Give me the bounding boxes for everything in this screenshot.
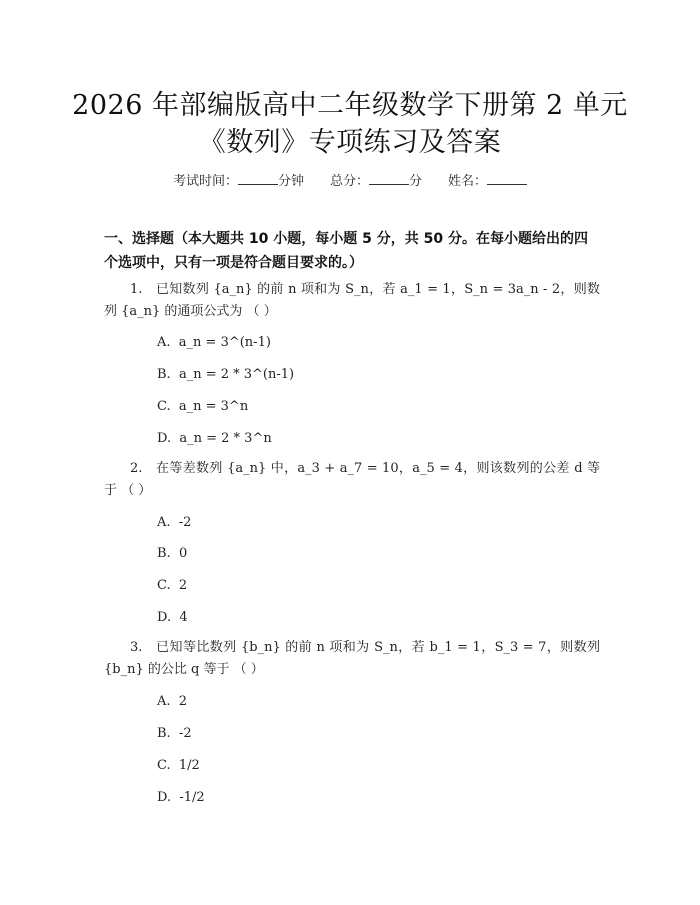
question-3-option-c[interactable]: C. 1/2 [157,758,200,773]
question-2-option-a[interactable]: A. -2 [157,515,192,530]
name-blank[interactable] [487,173,527,185]
question-3-option-a[interactable]: A. 2 [157,694,188,709]
question-2-option-d[interactable]: D. 4 [157,610,188,625]
page-title-line-2: 《数列》专项练习及答案 [198,127,502,158]
exam-info-row [0,170,700,189]
score-label: 总分： [329,174,369,189]
question-1-text: 1. 已知数列 {a_n} 的前 n 项和为 S_n，若 a_1 = 1，S_n = 3a_n - 2，则数列 {a_n} 的通项公式为 （ ） [104,282,600,319]
question-1-option-a[interactable]: A. a_n = 3^(n-1) [157,335,271,350]
question-1-option-c[interactable]: C. a_n = 3^n [157,399,249,414]
time-blank[interactable] [238,173,278,185]
question-1-option-d[interactable]: D. a_n = 2 * 3^n [157,431,272,446]
question-2-option-b[interactable]: B. 0 [157,546,188,561]
time-label: 考试时间： [172,174,238,189]
question-2-text: 2. 在等差数列 {a_n} 中，a_3 + a_7 = 10，a_5 = 4，则该数列的公差 d 等于 （ ） [104,461,600,498]
question-3-option-d[interactable]: D. -1/2 [157,790,205,805]
question-3-option-b[interactable]: B. -2 [157,726,192,741]
page-title-line-1: 2026 年部编版高中二年级数学下册第 2 单元 [72,90,628,121]
score-unit: 分 [409,174,423,189]
score-blank[interactable] [369,173,409,185]
time-unit: 分钟 [277,174,304,189]
question-3-text: 3. 已知等比数列 {b_n} 的前 n 项和为 S_n，若 b_1 = 1，S_3 = 7，则数列 {b_n} 的公比 q 等于 （ ） [104,640,600,677]
question-2-option-c[interactable]: C. 2 [157,578,188,593]
name-label: 姓名： [448,174,488,189]
question-1-option-b[interactable]: B. a_n = 2 * 3^(n-1) [157,367,295,382]
section-heading: 一、选择题（本大题共 10 小题，每小题 5 分，共 50 分。在每小题给出的四个选项中，只有一项是符合题目要求的。） [104,231,588,271]
